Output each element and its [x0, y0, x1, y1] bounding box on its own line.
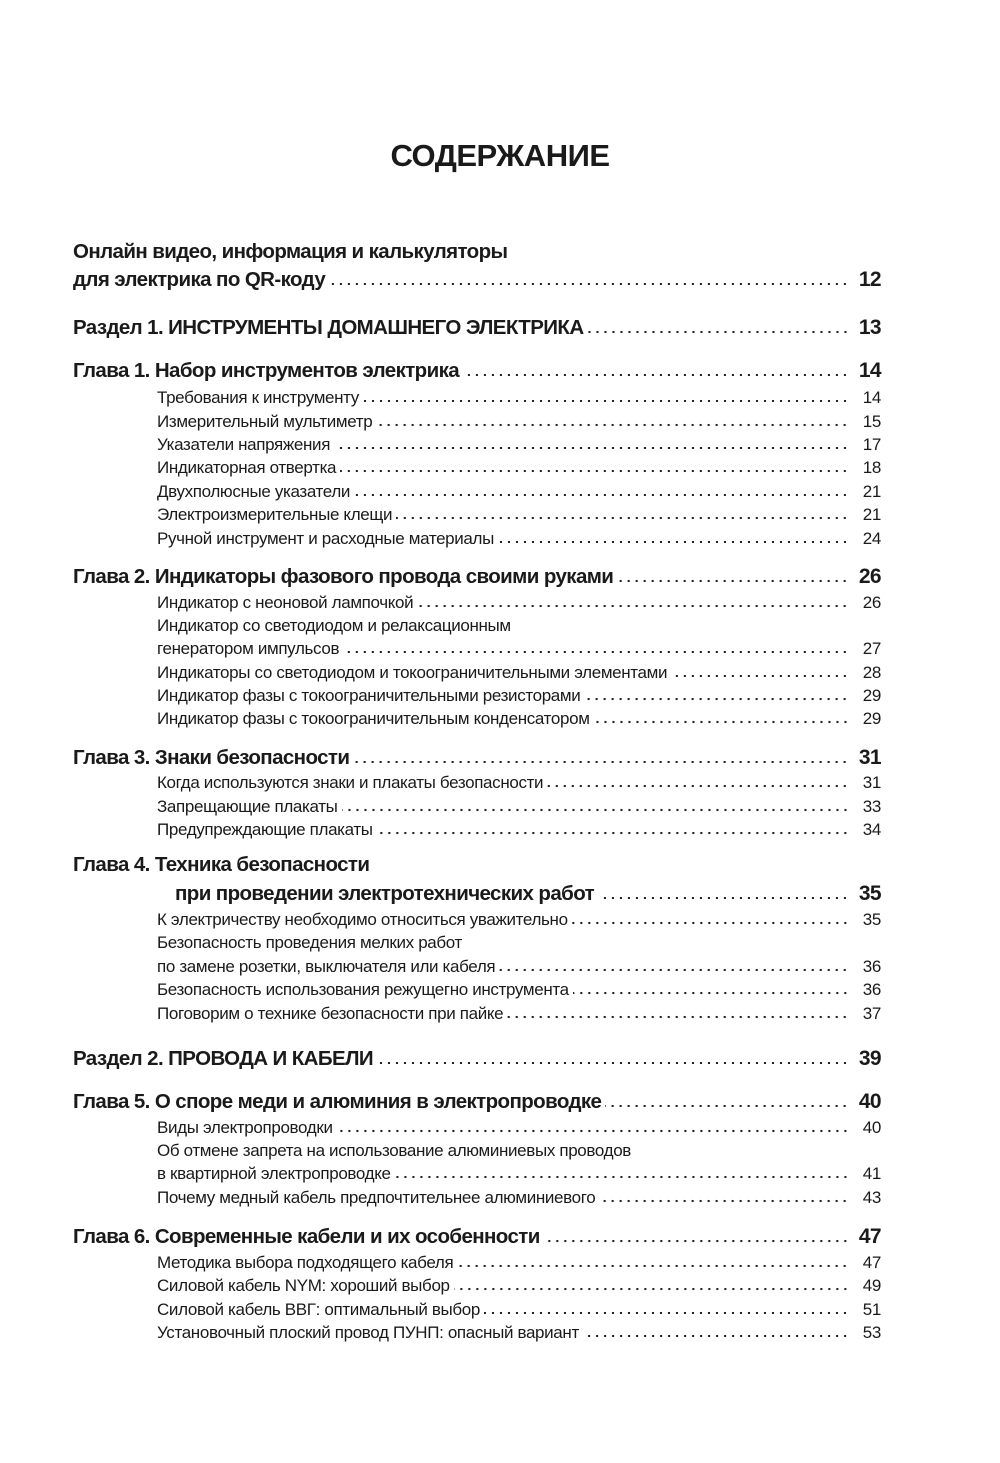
- entry-title: Безопасность использования режущегно инструмента: [157, 980, 569, 999]
- toc-entry[interactable]: [157, 482, 881, 502]
- page-number: 26: [858, 565, 881, 588]
- toc-heading-entry[interactable]: [73, 565, 881, 589]
- entry-title: по замене розетки, выключателя или кабеля: [157, 957, 496, 976]
- toc-entry[interactable]: [157, 458, 881, 478]
- entry-title: при проведении электротехнических работ: [175, 882, 595, 905]
- page-number: 36: [862, 980, 881, 999]
- page-number: 21: [862, 482, 881, 501]
- entry-title: Раздел 2. ПРОВОДА И КАБЕЛИ: [73, 1047, 373, 1070]
- page-number: 28: [862, 663, 881, 682]
- page-number: 47: [858, 1225, 881, 1248]
- dot-leader: [599, 1199, 849, 1203]
- toc-entry[interactable]: [157, 933, 881, 953]
- dot-leader: [340, 469, 849, 473]
- dot-leader: [463, 373, 849, 377]
- page-number: 17: [862, 435, 881, 454]
- entry-title: Глава 2. Индикаторы фазового провода своими руками: [73, 565, 614, 588]
- page-number: 35: [858, 882, 881, 905]
- page-number: 37: [862, 1004, 881, 1023]
- toc-entry[interactable]: [157, 820, 881, 840]
- toc-entry[interactable]: [157, 957, 881, 977]
- page-number: 40: [862, 1118, 881, 1137]
- entry-title: Измерительный мультиметр: [157, 412, 373, 431]
- entry-title: К электричеству необходимо относиться уважительно: [157, 910, 568, 929]
- entry-title: Когда используются знаки и плакаты безопасности: [157, 773, 544, 792]
- entry-title: Индикаторная отвертка: [157, 458, 337, 477]
- page-number: 49: [862, 1276, 881, 1295]
- page-number: 13: [858, 316, 881, 339]
- dot-leader: [353, 760, 849, 764]
- dot-leader: [376, 423, 849, 427]
- dot-leader: [363, 399, 849, 403]
- toc-entry[interactable]: [157, 1141, 881, 1161]
- page-number: 12: [858, 268, 881, 291]
- dot-leader: [588, 330, 849, 334]
- toc-entry[interactable]: [157, 980, 881, 1000]
- page-number: 43: [862, 1188, 881, 1207]
- dot-leader: [457, 1264, 849, 1268]
- toc-entry[interactable]: [157, 1323, 881, 1343]
- entry-title: в квартирной электропроводке: [157, 1164, 391, 1183]
- toc-heading-entry[interactable]: [73, 1225, 881, 1249]
- entry-title: генератором импульсов: [157, 639, 340, 658]
- toc-heading-entry[interactable]: [175, 882, 881, 906]
- dot-leader: [594, 720, 849, 724]
- entry-title: Указатели напряжения: [157, 435, 331, 454]
- dot-leader: [354, 493, 849, 497]
- page-number: 14: [858, 359, 881, 382]
- entry-title: Онлайн видео, информация и калькуляторы: [73, 240, 508, 263]
- toc-entry[interactable]: [157, 773, 881, 793]
- page-number: 15: [862, 412, 881, 431]
- dot-leader: [584, 697, 849, 701]
- entry-title: Почему медный кабель предпочтительнее алюминиевого: [157, 1188, 596, 1207]
- page-number: 26: [862, 593, 881, 612]
- toc-heading-entry[interactable]: [73, 1047, 881, 1071]
- entry-title: Раздел 1. ИНСТРУМЕНТЫ ДОМАШНЕГО ЭЛЕКТРИКА: [73, 316, 584, 339]
- page-number: 36: [862, 957, 881, 976]
- page-number: 31: [862, 773, 881, 792]
- toc-entry[interactable]: [157, 709, 881, 729]
- dot-leader: [334, 446, 849, 450]
- entry-title: Индикатор фазы с токоограничительным конденсатором: [157, 709, 590, 728]
- toc-heading-entry[interactable]: [73, 359, 881, 383]
- dot-leader: [454, 1287, 849, 1291]
- toc-heading-entry[interactable]: [73, 316, 881, 340]
- entry-title: Предупреждающие плакаты: [157, 820, 373, 839]
- toc-entry[interactable]: [157, 663, 881, 683]
- entry-title: Силовой кабель NYM: хороший выбор: [157, 1276, 450, 1295]
- page-number: 53: [862, 1323, 881, 1342]
- toc-entry[interactable]: [157, 686, 881, 706]
- entry-title: Требования к инструменту: [157, 388, 359, 407]
- dot-leader: [498, 540, 849, 544]
- entry-title: Двухполюсные указатели: [157, 482, 351, 501]
- entry-title: Поговорим о технике безопасности при пайке: [157, 1004, 504, 1023]
- page-number: 35: [862, 910, 881, 929]
- entry-title: Индикатор со светодиодом и релаксационным: [157, 616, 511, 635]
- toc-entry[interactable]: [157, 1188, 881, 1208]
- page-number: 21: [862, 505, 881, 524]
- toc-entry[interactable]: [157, 505, 881, 525]
- toc-entry[interactable]: [157, 616, 881, 636]
- toc-entry[interactable]: [157, 1118, 881, 1138]
- entry-title: Глава 3. Знаки безопасности: [73, 746, 350, 769]
- page-number: 18: [862, 458, 881, 477]
- entry-title: Глава 5. О споре меди и алюминия в электропроводке: [73, 1090, 602, 1113]
- page-number: 31: [858, 746, 881, 769]
- dot-leader: [544, 1239, 849, 1243]
- toc-heading-entry[interactable]: [73, 853, 881, 877]
- dot-leader: [598, 896, 849, 900]
- dot-leader: [337, 1129, 849, 1133]
- page-number: 47: [862, 1253, 881, 1272]
- entry-title: Глава 4. Техника безопасности: [73, 853, 370, 876]
- toc-heading-entry[interactable]: [73, 1090, 881, 1114]
- page-number: 33: [862, 797, 881, 816]
- dot-leader: [671, 674, 849, 678]
- entry-title: для электрика по QR-коду: [73, 268, 326, 291]
- dot-leader: [617, 579, 849, 583]
- toc-entry[interactable]: [157, 435, 881, 455]
- page-number: 27: [862, 639, 881, 658]
- toc-entry[interactable]: [157, 1253, 881, 1273]
- toc-entry[interactable]: [157, 639, 881, 659]
- entry-title: Силовой кабель ВВГ: оптимальный выбор: [157, 1300, 481, 1319]
- toc-entry[interactable]: [157, 593, 881, 613]
- toc-entry[interactable]: [157, 529, 881, 549]
- toc-entry[interactable]: [157, 1300, 881, 1320]
- page-number: 40: [858, 1090, 881, 1113]
- entry-title: Индикаторы со светодиодом и токоограничительными элементами: [157, 663, 668, 682]
- entry-title: Виды электропроводки: [157, 1118, 333, 1137]
- dot-leader: [573, 991, 849, 995]
- entry-title: Индикатор с неоновой лампочкой: [157, 593, 414, 612]
- dot-leader: [342, 808, 849, 812]
- entry-title: Глава 6. Современные кабели и их особенности: [73, 1225, 540, 1248]
- dot-leader: [499, 968, 849, 972]
- page-number: 34: [862, 820, 881, 839]
- dot-leader: [484, 1311, 849, 1315]
- page-title: СОДЕРЖАНИЕ: [390, 138, 610, 173]
- toc-entry[interactable]: [157, 388, 881, 408]
- page-number: 29: [862, 709, 881, 728]
- toc-heading-entry[interactable]: [73, 746, 881, 770]
- dot-leader: [583, 1334, 849, 1338]
- dot-leader: [377, 831, 849, 835]
- dot-leader: [417, 604, 849, 608]
- toc-entry[interactable]: [157, 412, 881, 432]
- dot-leader: [329, 282, 849, 286]
- dot-leader: [572, 921, 849, 925]
- dot-leader: [395, 1175, 849, 1179]
- dot-leader: [507, 1015, 849, 1019]
- dot-leader: [605, 1104, 849, 1108]
- page-number: 41: [862, 1164, 881, 1183]
- dot-leader: [343, 650, 849, 654]
- toc-entry[interactable]: [157, 797, 881, 817]
- toc-heading-entry[interactable]: [73, 268, 881, 292]
- toc-entry[interactable]: [157, 1276, 881, 1296]
- entry-title: Электроизмерительные клещи: [157, 505, 393, 524]
- page-number: 51: [862, 1300, 881, 1319]
- entry-title: Об отмене запрета на использование алюминиевых проводов: [157, 1141, 631, 1160]
- toc-heading-entry[interactable]: [73, 240, 881, 264]
- entry-title: Индикатор фазы с токоограничительными резисторами: [157, 686, 581, 705]
- entry-title: Ручной инструмент и расходные материалы: [157, 529, 494, 548]
- entry-title: Безопасность проведения мелких работ: [157, 933, 462, 952]
- entry-title: Запрещающие плакаты: [157, 797, 338, 816]
- page-number: 29: [862, 686, 881, 705]
- entry-title: Установочный плоский провод ПУНП: опасный вариант: [157, 1323, 579, 1342]
- toc-entry[interactable]: [157, 1004, 881, 1024]
- dot-leader: [396, 516, 849, 520]
- dot-leader: [377, 1061, 849, 1065]
- entry-title: Методика выбора подходящего кабеля: [157, 1253, 454, 1272]
- dot-leader: [547, 784, 849, 788]
- toc-entry[interactable]: [157, 1164, 881, 1184]
- page-number: 14: [862, 388, 881, 407]
- entry-title: Глава 1. Набор инструментов электрика: [73, 359, 460, 382]
- toc-entry[interactable]: [157, 910, 881, 930]
- page-number: 24: [862, 529, 881, 548]
- page-number: 39: [858, 1047, 881, 1070]
